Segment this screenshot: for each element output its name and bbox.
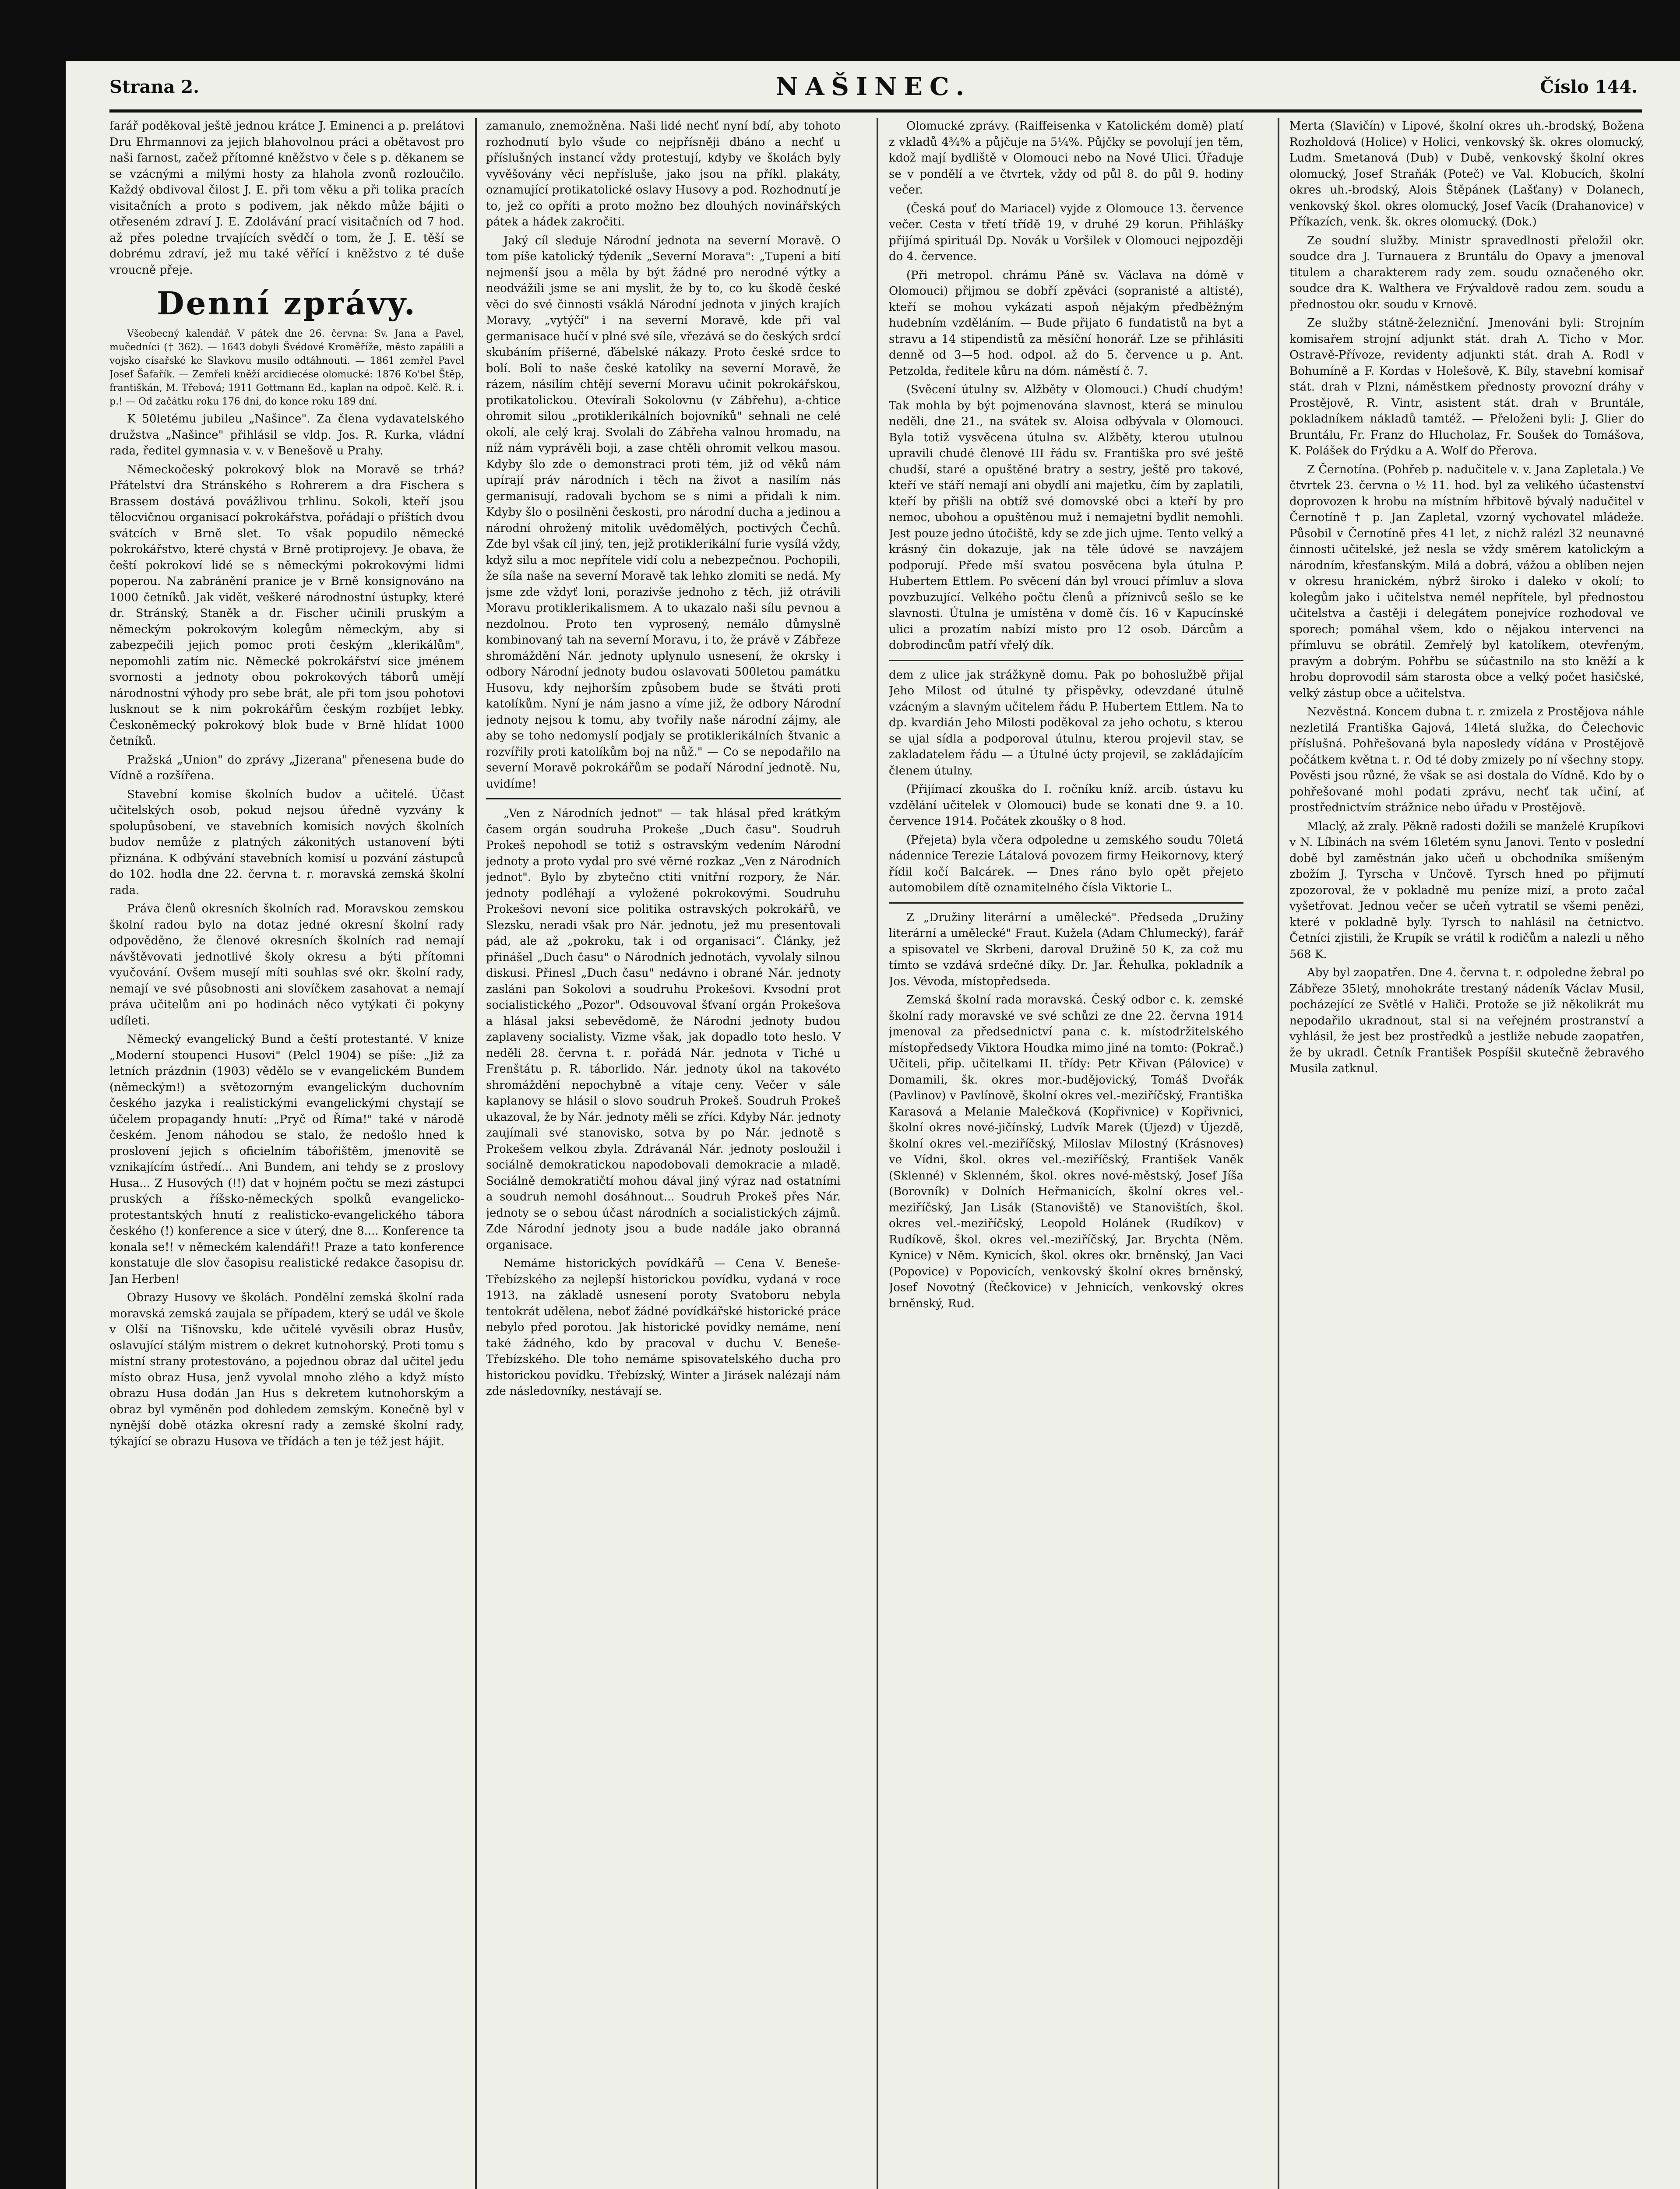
article-povidkari: Nemáme historických povídkářů — Cena V. Beneše-Třebízského za nejlepší historickou povídku, vydaná v roce 1913, na základě usnesení poroty Svatoboru nebyla tentokrát udělena, neboť žádné povídkářské historické práce nebylo před porotou. Jak historické povídky nemáme, není také žádného, kdo by pracoval v duchu V. Beneše-Třebízského. Dle toho nemáme spisovatelského ducha pro historickou povídku. Třebízský, Winter a Jirásek nalézají nám zde následovníky, nestávají se.: [486, 1257, 841, 1398]
article-pout: (Česká pouť do Mariacel) vyjde z Olomouce 13. července večer. Cesta v třetí třídě 19, v druhé 29 korun. Přihlášky přijímá spirituál Dp. Novák u Voršilek v Olomouci nejpozději do 4. července.: [889, 202, 1243, 263]
column-1: [109, 118, 464, 2189]
header-rule: [109, 109, 1642, 113]
article-zkouska: (Přijímací zkouška do I. ročníku kníž. arcib. ústavu ku vzdělání učitelek v Olomouci) bude se konati dne 9. a 10. července 1914. Počátek zkoušky o 8 hod.: [889, 783, 1243, 828]
article-narodni-jednota: Jaký cíl sleduje Národní jednota na severní Moravě. O tom píše katolický týdeník „Severní Morava": „Tupení a bití nejmenší jsou a měla by být žádné pro nerodné výtky a neodvážili jsme se ani myslit, že by to, co ku škodě české věci do své činnosti vsáklá Národní jednota v jiných krajích Moravy, „vytýčí" i na severní Moravě, kde při val germanisace hučí v plné své síle, vřezává se do českých srdcí skubáním příšerné, ďábelské nákazy. Proto české srdce to bolí. Bolí to naše české katolíky na severní Moravě, že rázem, násilím chtějí severní Moravu učinit pokrokářskou, protikatolickou. Otevírali Sokolovnu (v Zábřehu), a-chtice ohromit silou „protiklerikálních bojovníků" sehnali ne celé okolí, ale celý kraj. Svolali do Zábřeha valnou hromadu, na níž nám vyprávěli boji, a zase chtěli ohromit velkou masou. Kdyby šlo zde o demonstraci proti tém, již od věků nám upírají práv národních i těch na život a nasilím nás germanisují, radovali bychom se s nimi a přidali k nim. Kdyby šlo o posilněni českosti, pro národní ducha a jedinou a národní ohrožený mitolik uvědomělých, poctivých Čechů. Zde byl však cíl jiný, ten, jejž protiklerikální furie vysílá vždy, když silu a moc nepřítele vidí colu a nebezpečnou. Pochopili, že síla naše na severní Moravě tak lehko zlomiti se nedá. My jsme zde vždyť loni, porazivše jednoho z těch, již otrávili Moravu protiklerikalismem. A to ukazalo naši sílu pevnou a nezdolnou. Proto ten vyprosený, nemálo důmyslně kombinovaný tah na severní Moravu, i to, že právě v Zábřeze shromáždění Nár. jednoty uplynulo usnesení, že okrsky i odbory Národní jednoty budou oslavovati 500letou památku Husovu, kdy nejhorším způsobem bude se štváti proti katolíkům. Nyní je nám jasno a víme již, že odbory Národní jednoty nejsou k tomu, aby tvořily naše národní zájmy, ale aby se toho nedomyslí podjaly se protiklerikálních štvanic a rozvířily proti katolíkům boj na nůž." — Co se nepodařilo na severní Moravě pokrokářům se podaří Národní jednotě. Nu, uvidíme!: [486, 234, 841, 791]
article-mlacly: Mlaclý, až zraly. Pěkně radosti dožili se manželé Krupíkovi v N. Líbinách na svém 16letém synu Janovi. Tento v poslední době byl zaměstnán jako učeň u obchodníka smíšeným zbožím J. Tyrscha v Unčově. Tyrsch hned po přijmutí zpozoroval, že v pokladně mu peníze mizí, a proto začal vyšetřovat. Jednou večer se učeň vytratil se všemi penězi, které v pokladně byly. Tyrsch to nahlásil na četnictvo. Četníci zjistili, že Krupík se vrátil k rodičům a nalezli u něho 568 K.: [1289, 820, 1644, 961]
column-divider: [877, 118, 878, 2189]
newspaper-title: NAŠINEC.: [775, 72, 972, 101]
article-zaopatren: Aby byl zaopatřen. Dne 4. června t. r. odpoledne žebral po Zábřeze 35letý, mnohokráte trestaný nádeník Václav Musil, pocházející ze Světlé v Haliči. Protože se již několikrát mu nepodařilo ukradnout, stal si na veřejném prostranství a vyhlásil, že jest bez prostředků a jestliže nebude zaopatřen, že by ukradl. Četník František Pospíšil skutečně žebravého Musila zatknul.: [1289, 966, 1644, 1075]
article-separator: [889, 902, 1243, 904]
article-skolni-rada: Zemská školní rada moravská. Český odbor c. k. zemské školní rady moravské ve své schůzi ze dne 22. června 1914 jmenoval za předsednictví pana c. k. místodržitelského místopředsedy Viktora Houdka mimo jiné na tomto: (Pokrač.) Učiteli, přip. učitelkami II. třídy: Petr Křivan (Pálovice) v Domamili, šk. okres mor.-budějovický, Tomáš Dvořák (Pavlinov) v Pavlínově, školní okres vel.-meziříčský, Františka Karasová a Melanie Malečková (Kopřivnice) v Kopřivnici, školní okres nové-jičínský, Ludvík Marek (Újezd) v Újezdě, školní okres vel.-meziříčský, Miloslav Milostný (Krásnoves) ve Vídni, škol. okres vel.-meziříčský, František Vaněk (Sklenné) v Sklenném, škol. okres nové-městský, Josef Jíša (Borovník) v Dolních Heřmanicích, školní okres vel.-meziříčský, Jan Lisák (Stanoviště) ve Stanovištích, škol. okres vel.-meziříčský, Leopold Holánek (Rudíkov) v Rudíkově, škol. okres vel.-meziříčský, Jar. Brychta (Něm. Kynice) v Něm. Kynicích, škol. okres okr. brněnský, Jan Vaci (Popovice) v Popovicích, venkovský školní okres brněnský, Josef Novotný (Řečkovice) v Jehnicích, venkovský okres brněnský, Rud.: [889, 993, 1243, 1310]
article-obrazy: Obrazy Husovy ve školách. Pondělní zemská školní rada moravská zemská zaujala se případem, který se udál ve škole v Olší na Tišnovsku, kde učitelé vyvěsili obraz Husův, oslavující stálým mistrem o dekret kutnohorský. Proti tomu s místní strany protestováno, a pojednou obraz dal učitel jedu místo obraz Husa, jenž vyvolal mnoho zlého a když místo obrazu Husa dodán Jan Hus s dekretem kutnohorským a obraz byl vyměněn pod dohledem zemským. Konečně byl v nynější době otázka okresní rady a zemské školní rady, týkající se obrazu Husova ve třídách a ten je též jest hájit.: [109, 1291, 464, 1448]
article-union: Pražská „Union" do zprávy „Jizerana" přenesena bude do Vídně a rozšířena.: [109, 753, 464, 782]
article-prava: Práva členů okresních školních rad. Moravskou zemskou školní radou bylo na dotaz jedné okresní školní rady odpověděno, že členové okresních školních rad nemají návštěvovati jednotlivé školy okresu a býti přítomni vyučování. Ovšem musejí míti souhlas své okr. školní rady, nemají ve své působnosti ani slovíčkem zasahovat a nemají práva učitelům ani po hodinách něco vytýkati či pokyny udíleti.: [109, 902, 464, 1028]
article-separator: [486, 798, 841, 799]
article-olomucke: Olomucké zprávy. (Raiffeisenka v Katolickém domě) platí z vkladů 4¾% a půjčuje na 5¼%. Půjčky se povolují jen těm, kdož mají bydliště v Olomouci nebo na Nové Ulici. Úřaduje se v pondělí a ve čtvrtek, vždy od půl 8. do půl 9. hodiny večer.: [889, 120, 1243, 197]
article-text: Merta (Slavičín) v Lipové, školní okres uh.-brodský, Božena Rozholdová (Holice) v Holici, venkovský šk. okres olomucký, Ludm. Smetanová (Dub) v Dubě, venkovský školní okres olomucký, Josef Straňák (Poteč) ve Val. Klobucích, školní okres uh.-brodský, Alois Štěpánek (Lašťany) v Dolanech, venkovský škol. okres olomucký, Josef Vacík (Drahanovice) v Příkazích, venk. šk. okres olomucký. (Dok.): [1289, 120, 1644, 229]
page-header: [66, 72, 1680, 107]
article-ven: „Ven z Národních jednot" — tak hlásal před krátkým časem orgán soudruha Prokeše „Duch času". Soudruh Prokeš nepohodl se totiž s ostravským vedením Národní jednoty a proto vydal pro své věrné rozkaz „Ven z Národních jednot". Bylo by zbytečno ctiti vnitřní rozpory, že Nár. jednoty podléhají a vyložené pokrokovými. Soudruhu Prokešovi nevoní sice politika ostravských pokrokářů, ve Slezsku, neradi však pro Nár. jednotu, jež mu presentovali pád, ale až „pokroku, tak i od organisaci“. Články, jež přinášel „Duch času" o Národních jednotách, vyvolaly silnou diskusi. Přinesl „Duch času" nedávno i obrané Nár. jednoty zasláni pan Sokolovi a soudruhu Prokešovi. Kvsodní prot socialistického „Pozor". Odsouvoval šťvaní orgán Prokešova a hlásal jaksi sebevědomě, že Národní jednoty budou zaplaveny socialisty. Vizme však, jak dopadlo toto heslo. V neděli 28. června t. r. pořádá Nár. jednota v Tiché u Frenštátu p. R. táborlido. Nár. jednoty úkol na takovéto shromáždění nepochybně a vítaje ceny. Večer v sále kaplanovy se hlásil o slovo soudruh Prokeš. Soudruh Prokeš ukazoval, že by Nár. jednoty měli se zříci. Kdyby Nár. jednoty zaujímali své stanovisko, sotva by po Nár. jednotě s Prokešem velkou zbyla. Zdrávanál Nár. jednoty posloužil i sociálně demokratickou napodobovali demokracie a mladě. Sociálně demokratičtí mohou dával jiný výraz nad ostatními a soudruh nemohl dosáhnout... Soudruh Prokeš přes Nár. jednoty se o sebou účast národních a socialistických zájmů. Zde Národní jednoty jsou a bude nadále jako obranná organisace.: [486, 807, 841, 1252]
column-3: [889, 118, 1243, 2189]
article-text: dem z ulice jak strážkyně domu. Pak po bohoslužbě přijal Jeho Milost od útulné ty přispěvky, odevzdané útulně vzácným a slavným učitelem řádu P. Hubertem Ettlem. Na to dp. kvardián Jeho Milosti poděkoval za jeho ochotu, s kterou se ujal sídla a podporoval útulnu, kterou projevil stav, se zakladatelem řádu — a Útulné úcty projevil, se zakládajícím členem útulny.: [889, 668, 1243, 778]
article-stavebni: Stavební komise školních budov a učitelé. Účast učitelských osob, pokud nejsou úředně vyzvány k spolupůsobení, ve stavebních komisích nových školních budov nemůže z platných zákonitých ustanovení býti přiznána. K odbývání stavebních komisí u pozvání zástupců do 102. hodla dne 22. června t. r. moravská zemská školní rada.: [109, 788, 464, 897]
article-bund: Německý evangelický Bund a čeští protestanté. V knize „Moderní stoupenci Husovi" (Pelcl 1904) se píše: „Již za letních prázdnin (1903) vědělo se v evangelickém Bundem (německým!) a světozorným evangelickým duchovním českého jazyka i realistickými evangelickými chystají se účelem propagandy hnutí: „Pryč od Říma!" také v národě českém. Jenom náhodou se stalo, že nedošlo hned k proslovení jejich s oficielním tábořištěm, jmenovitě se vznikajícím ústředí... Ani Bundem, ani tehdy se z proslovy Husa... Z Husových (!!) dat v hojném počtu se mezi zástupci pruských a říšsko-německých spolků evangelicko-protestantských hnutí z realisticko-evangelického tábora českého (!) konference a sice v úterý, dne 8.... Konference ta konala se!! v německém kalendáři!! Praze a tato konference konstatuje dle slov časopisu realistické redakce časopisu dr. Jan Herben!: [109, 1033, 464, 1286]
article-blok: Německočeský pokrokový blok na Moravě se trhá? Přátelství dra Stránského s Rohrerem a dra Fischera s Brassem dostává povážlivou trhlinu. Sokoli, kteří jsou tělocvičnou organisací pokrokářstva, pořádají o příštích dvou svátcích v Brně slet. To však popudilo německé pokrokářstvo, které chystá v Brně protiprojevy. Je obava, že čeští pokrokoví lidé se s německými pokrokovými lidmi poperou. Na zabránění pranice je v Brně konsignováno na 1000 četníků. Jak vidět, veškeré národnostní ústupky, které dr. Stránský, Staněk a dr. Fischer učinili pruským a německým pokrokovým kolegům německým, aby si zabezpečili jejich pomoc proti českým „klerikálům", nepomohli zatím nic. Německé pokrokářství sice jménem svornosti a jednoty obou pokrokových táborů umějí národnostní výhody pro sebe brát, ale při tom jsou pohotovi lusknout se k nim pokrokářům českým rozbíjet lebky. Českoněmecký pokrokový blok bude v Brně hlídat 1000 četníků.: [109, 463, 464, 748]
article-soudni: Ze soudní služby. Ministr spravedlnosti přeložil okr. soudce dra J. Turnauera z Bruntálu do Opavy a jmenoval titulem a charakterem rady zem. soudu označeného okr. soudce dra K. Walthera ve Frývaldově radou zem. soudu a přednostou okr. soudu v Krnově.: [1289, 234, 1644, 311]
article-prejeta: (Přejeta) byla včera odpoledne u zemského soudu 70letá nádennice Terezie Látalová povozem firmy Heikornovy, který řídil kočí Balcárek. — Dnes ráno bylo opět přejeto automobilem dítě oznamitelného čísla Viktorie L.: [889, 833, 1243, 894]
article-utulna: (Svěcení útulny sv. Alžběty v Olomouci.) Chudí chudým! Tak mohla by být pojmenována slavnost, která se minulou neděli, dne 21., na svátek sv. Aloisa odbývala v Olomouci. Byla totiž vysvěcena útulna sv. Alžběty, kterou utulnou upravili chudé členové III řádu sv. Františka pro své ještě chudší, staré a opuštěné bratry a sestry, ještě pro takové, kteří ve stáří nemají ani obydlí ani majetku, čím by zaplatili, kteří by přišli na obtíž své domovské obci a kteří by pro nemoc, ubohou a opuštěnou muž i nemajetní bydlit nemohli. Jest pouze jedno útočiště, kdy se zde jich ujme. Tento velký a krásný čin dokazuje, jak na těle údové se navzájem podporují. Přede mší svatou posvěcena byla útulna P. Hubertem Ettlem. Po svěcení dán byl vroucí přímluv a slova povzbuzující. Velkého počtu členů a příznivců sešlo se ke slavnosti. Útulna je umístěna v domě čís. 16 v Kapucínské ulici a prozatím nabízí místo pro 12 osob. Dárcům a dobrodincům patří vřelý dík.: [889, 383, 1243, 652]
column-2: [486, 118, 841, 2189]
article-jubilee: K 50letému jubileu „Našince". Za člena vydavatelského družstva „Našince" přihlásil se vldp. Jos. R. Kurka, vládní rada, ředitel gymnasia v. v. v Benešově u Prahy.: [109, 412, 464, 458]
article-nezvestna: Nezvěstná. Koncem dubna t. r. zmizela z Prostějova náhle nezletilá Františka Gajová, 14letá služka, do Čelechovic příslušná. Pohřešovaná byla naposledy vídána v Prostějově počátkem května t. r. Od té doby zmizely po ní všechny stopy. Pověsti jsou různé, že však se asi dostala do Vídně. Kdo by o pohřešované mohl podati zprávu, nechť tak učiní, ať prostřednictvím strážnice nebo úřadu v Prostějově.: [1289, 705, 1644, 814]
article-separator: [889, 660, 1243, 661]
article-chram: (Při metropol. chrámu Páně sv. Václava na dómě v Olomouci) přijmou se dobří zpěváci (sopranisté a altisté), kteří se mohou vykázati aspoň nějakým předběžným hudebním vzděláním. — Bude přijato 6 fundatistů na byt a stravu a 14 stipendistů za měsíční honorář. Lze se přihlásiti denně od 3—5 hod. odpol. až do 5. července u p. Ant. Petzolda, ředitele kůru na dóm. náměstí č. 7.: [889, 268, 1243, 378]
column-4: [1289, 118, 1644, 2189]
article-druzina: Z „Družiny literární a umělecké". Předseda „Družiny literární a umělecké" Fraut. Kužela (Adam Chlumecký), farář a spisovatel ve Skrbeni, daroval Družině 50 K, za což mu tímto se vzdává srdečné díky. Dr. Jar. Řehulka, pokladník a Jos. Vévoda, místopředseda.: [889, 911, 1243, 988]
page-number: Strana 2.: [109, 77, 200, 97]
article-zeleznicni: Ze služby státně-železniční. Jmenováni byli: Strojním komisařem strojní adjunkt stát. drah A. Ticho v Mor. Ostravě-Přívoze, revidenty adjunkti stát. drah A. Rodl v Bohumíně a F. Kordas v Holešově, K. Bíly, stavební komisař stát. drah v Plzni, náměstkem přednosty provozní dráhy v Prostějově, R. Vintr, asistent stát. drah v Bruntále, pokladníkem nákladů tamtéž. — Přeloženi byli: J. Glier do Bruntálu, Fr. Franz do Hlucholaz, Fr. Soušek do Tomášova, K. Polášek do Frýdku a A. Wolf do Přerova.: [1289, 317, 1644, 458]
column-divider: [475, 118, 477, 2189]
article-text: farář poděkoval ještě jednou krátce J. Eminenci a p. prelátovi Dru Ehrmannovi za jejich blahovolnou práci a obětavost pro naši farnost, začež přítomné kněžstvo v čele s p. děkanem se se vzácnými a milými hosty za hlahola zvonů rozloučilo. Každý obdivoval čilost J. E. při tom věku a při tolika pracích visitačních a proto s podivem, jak někdo může bájiti o otřeseném zdraví J. E. Zdolávání prací visitačních od 7 hod. až přes poledne trvajících svědčí o tom, že J. E. těší se dobrému zdraví, jež mu také věřící i kněžstvo z té duše vroucně přeje.: [109, 120, 464, 277]
article-text: zamanulo, znemožněna. Naši lidé nechť nyní bdí, aby tohoto rozhodnutí bylo všude co nejpřísněji dbáno a nechť u příslušných instancí vždy protestují, kdyby ve školách byly vyvěšovány věci nepřísluše, jako jsou na příkl. plakáty, oznamující protikatolické oslavy Husovy a pod. Rozhodnutí je to, jež co opříti a proto možno bez dlouhých novinářských pátek a hádek zakročiti.: [486, 120, 841, 229]
section-title: Denní zprávy.: [157, 285, 417, 322]
column-divider: [1278, 118, 1279, 2189]
issue-number: Číslo 144.: [1540, 77, 1638, 97]
calendar-notice: Všeobecný kalendář. V pátek dne 26. června: Sv. Jana a Pavel, mučedníci († 362). — 1643 dobyli Švédové Kroměříže, město zapálili a vojsko císařské ke Slavkovu musilo odtáhnouti. — 1861 zemřel Pavel Josef Šafařík. — Zemřeli kněží arcidiecése olomucké: 1876 Ko'bel Štěp, františkán, M. Třebová; 1911 Gottmann Ed., kaplan na odpoč. Kelč. R. i. p.! — Od začátku roku 176 dní, do konce roku 189 dní.: [109, 328, 464, 407]
article-cernotin: Z Černotína. (Pohřeb p. nadučitele v. v. Jana Zapletala.) Ve čtvrtek 23. června o ½ 11. hod. byl za velikého účastenství doprovozen k hrobu na místním hřbitově bývalý nadučitel v Černotíně † p. Jan Zapletal, vzorný vychovatel mládeže. Působil v Černotíně přes 41 let, z nichž ralézl 32 neunavné činnosti učitelské, jež nesla se vždy směrem katolickým a národním, křesťanským. Milá a dobrá, vážou a oblíben nejen v okresu hranickém, nýbrž široko i daleko v okolí; to kolegům jako i učitelstva nemél nepřítele, byl přednostou učitelstva a častěji i delegátem ponejvíce rozhodoval ve sporech; pomáhal všem, kdo o nějakou intervenci na přímluvu se obrátil. Zemřelý byl katolíkem, otevřeným, pravým a dobrým. Pohřbu se súčastnilo na sto kněží a k hrobu doprovodil sám starosta obce a velký počet hasičské, velký zástup obce a učitelstva.: [1289, 463, 1644, 700]
